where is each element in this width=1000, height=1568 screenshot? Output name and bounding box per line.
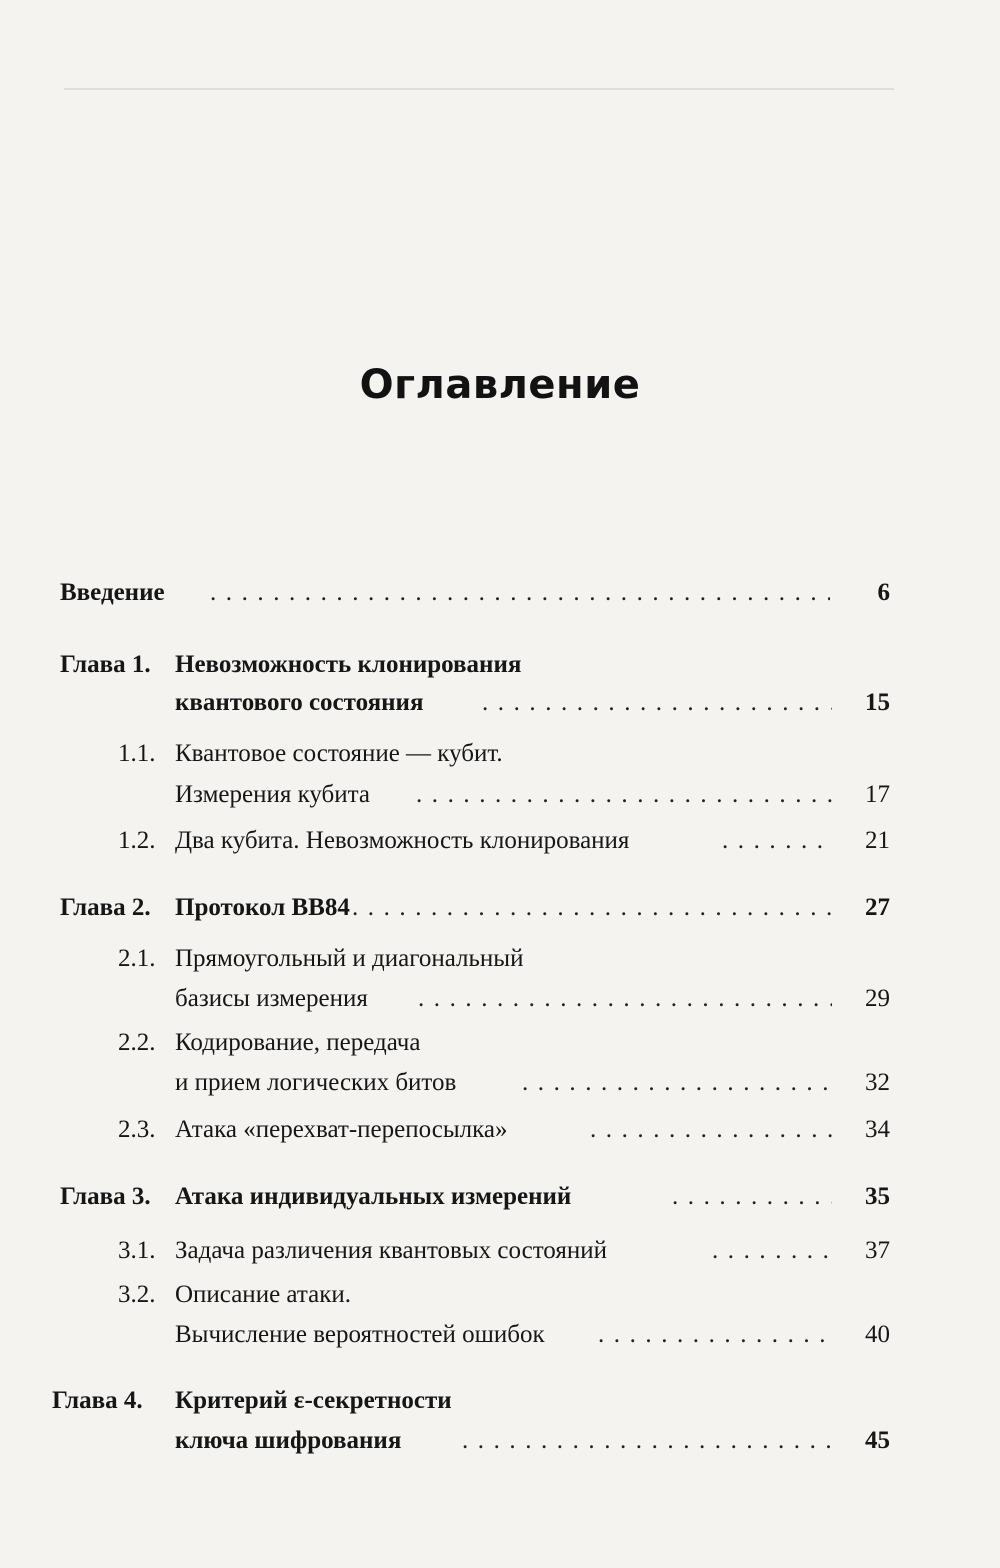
entry-intro-leader	[210, 578, 830, 608]
section-1-1-number: 1.1.	[118, 740, 156, 767]
chapter-2-leader	[352, 893, 832, 923]
section-2-1-page: 29	[865, 985, 890, 1012]
section-3-2-number: 3.2.	[118, 1281, 156, 1308]
section-2-2-page: 32	[865, 1069, 890, 1096]
chapter-2-title: Протокол BB84	[175, 894, 350, 921]
section-3-1-title: Задача различения квантовых состояний	[175, 1237, 607, 1264]
section-1-1-leader	[416, 780, 832, 810]
chapter-4-label: Глава 4.	[52, 1387, 143, 1414]
chapter-4-page: 45	[865, 1427, 890, 1454]
section-2-3-title: Атака «перехват-перепосылка»	[175, 1116, 508, 1143]
section-2-2-title-line2: и прием логических битов	[175, 1069, 457, 1096]
section-2-3-page: 34	[865, 1116, 890, 1143]
section-1-2-leader	[722, 826, 832, 856]
section-1-2-number: 1.2.	[118, 827, 156, 854]
section-2-1-leader	[418, 984, 832, 1014]
section-3-2-page: 40	[865, 1321, 890, 1348]
section-1-2-page: 21	[865, 827, 890, 854]
chapter-3-title: Атака индивидуальных измерений	[175, 1183, 572, 1210]
chapter-4-title-line1: Критерий ε-секретности	[175, 1387, 452, 1414]
section-2-1-title-line2: базисы измерения	[175, 985, 368, 1012]
section-1-1-title-line1: Квантовое состояние — кубит.	[175, 740, 503, 767]
section-2-1-title-line1: Прямоугольный и диагональный	[175, 945, 524, 972]
section-2-3-number: 2.3.	[118, 1116, 156, 1143]
chapter-2-label: Глава 2.	[60, 894, 151, 921]
chapter-1-label: Глава 1.	[60, 651, 151, 678]
section-1-1-page: 17	[865, 781, 890, 808]
section-2-2-number: 2.2.	[118, 1029, 156, 1056]
section-2-2-title-line1: Кодирование, передача	[175, 1029, 421, 1056]
chapter-3-leader	[672, 1182, 832, 1212]
section-3-1-page: 37	[865, 1237, 890, 1264]
entry-intro-page: 6	[877, 579, 890, 606]
section-3-2-leader	[598, 1320, 832, 1350]
section-1-2-title: Два кубита. Невозможность клонирования	[175, 827, 630, 854]
section-3-2-title-line1: Описание атаки.	[175, 1281, 351, 1308]
chapter-2-page: 27	[865, 894, 890, 921]
entry-intro-title: Введение	[60, 579, 165, 606]
section-2-1-number: 2.1.	[118, 945, 156, 972]
chapter-1-title-line2: квантового состояния	[175, 689, 424, 716]
chapter-3-page: 35	[865, 1183, 890, 1210]
reverse-header-rule	[64, 88, 894, 90]
section-3-1-number: 3.1.	[118, 1237, 156, 1264]
chapter-4-leader	[462, 1426, 832, 1456]
section-3-2-title-line2: Вычисление вероятностей ошибок	[175, 1321, 545, 1348]
section-2-3-leader	[590, 1115, 832, 1145]
chapter-1-page: 15	[865, 689, 890, 716]
chapter-1-title-line1: Невозможность клонирования	[175, 651, 522, 678]
chapter-3-label: Глава 3.	[60, 1183, 151, 1210]
section-1-1-title-line2: Измерения кубита	[175, 781, 370, 808]
section-2-2-leader	[522, 1068, 832, 1098]
chapter-1-leader	[482, 688, 832, 718]
section-3-1-leader	[712, 1236, 832, 1266]
page-title: Оглавление	[359, 362, 641, 408]
chapter-4-title-line2: ключа шифрования	[175, 1427, 402, 1454]
